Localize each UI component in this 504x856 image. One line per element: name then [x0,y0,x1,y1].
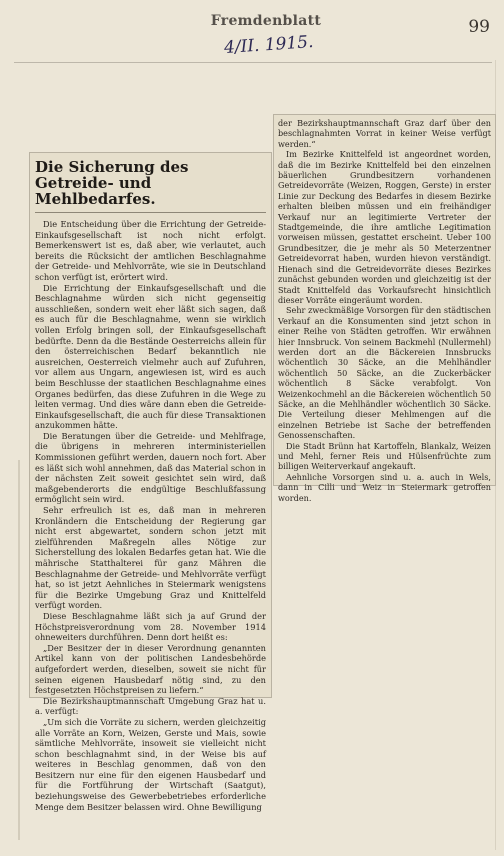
article-paragraph: Die Beratungen über die Getreide- und Mehlfrage, die übrigens in mehreren interministeriellen Kommissionen geführt werden, dauern noch fort. Aber es läßt sich wohl annehmen, daß das Material schon in der nächsten Zeit soweit gesichtet sein wird, daß maßgebenderorts die endgültige Beschlußfassung ermöglicht sein wird. [35,430,266,505]
article-quote-continued: der Bezirkshauptmannschaft Graz darf über den beschlagnahmten Vorrat in keiner Weise verfügt werden.“ [278,118,491,149]
article-paragraph: Die Entscheidung über die Errichtung der Getreide-Einkaufsgesellschaft ist noch nicht erfolgt. Bemerkenswert ist es, daß aber, wie verlautet, auch bereits die Rücksicht der amtlichen Beschlagnahme der Getreide- und Mehlvorräte, wie sie in Deutschland schon verfügt ist, erörtert wird. [35,219,266,282]
article-headline: Die Sicherung des Getreide- und Mehlbedarfes. [35,159,266,213]
article-quote: „Der Besitzer der in dieser Verordnung genannten Artikel kann von der politischen Landesbehörde aufgefordert werden, dieselben, soweit sie nicht für seinen eigenen Hausbedarf nötig sind, zu den festgesetzten Höchstpreisen zu liefern.“ [35,642,266,696]
article-paragraph: Die Stadt Brünn hat Kartoffeln, Blankalz, Weizen und Mehl, ferner Reis und Hülsenfrüchte zum billigen Weiterverkauf angekauft. [278,440,491,472]
article-paragraph: Im Bezirke Knittelfeld ist angeordnet worden, daß die im Bezirke Knittelfeld bei den einzelnen bäuerlichen Grundbesitzern vorhandenen Getreidevorräte (Weizen, Roggen, Gerste) in erster Linie zur Deckung des Bedarfes in diesem Bezirke erhalten bleiben müssen und ein freihändiger Verkauf nur an legitimierte Vertreter der Stadtgemeinde, die ihre amtliche Legitimation vorweisen müssen, gestattet erscheint. Ueber 100 Grundbesitzer, die je mehr als 50 Meterzentner Getreidevorrat haben, wurden hievon verständigt. Hienach sind die Getreidevorräte dieses Bezirkes zunächst gebunden worden und gleichzeitig ist der Stadt Knittelfeld das Vorkaufsrecht hinsichtlich dieser Vorräte eingeräumt worden. [278,149,491,305]
article-paragraph: Diese Beschlagnahme läßt sich ja auf Grund der Höchstpreisverordnung vom 28. November 1914 ohneweiters durchführen. Denn dort heißt es: [35,610,266,643]
article-paragraph: Sehr erfreulich ist es, daß man in mehreren Kronländern die Entscheidung der Regierung gar nicht erst abgewartet, sondern schon jetzt mit zielführenden Maßregeln alles Nötige zur Sicherstellung des lokalen Bedarfes getan hat. Wie die mährische Statthalterei für ganz Mähren die Beschlagnahme der Getreide- und Mehlvorräte verfügt hat, so ist jetzt Aehnliches in Steiermark wenigstens für die Bezirke Umgebung Graz und Knittelfeld verfügt worden. [35,505,266,611]
clipping-left-column [29,152,272,812]
article-paragraph: Aehnliche Vorsorgen sind u. a. auch in Wels, dann in Cilli und Weiz in Steiermark getroffen worden. [278,471,491,503]
header-rule [14,62,492,63]
article-paragraph: Die Bezirkshauptmannschaft Umgebung Graz hat u. a. verfügt: [35,695,266,717]
article-paragraph: Die Errichtung der Einkaufsgesellschaft und die Beschlagnahme würden sich nicht gegenseitig ausschließen, sondern weit eher läßt sich sagen, daß es auch für die Beschlagnahme, wenn sie wirklich vollen Erfolg bringen soll, der Einkaufsgesellschaft bedürfte. Denn da die Bestände Oesterreichs allein für den österreichischen Bedarf bekanntlich nie ausreichen, Oesterreich vielmehr auch auf Zufuhren, vor allem aus Ungarn, angewiesen ist, wird es auch beim Beschlusse der staatlichen Beschlagnahme eines Organes bedürfen, das diese Zufuhren in die Wege zu leiten vermag. Und dies wäre dann eben die Getreide-Einkaufsgesellschaft, die auch für diese Transaktionen anzukommen hätte. [35,282,266,431]
paper-fold [18,460,20,840]
clipping-right-column [273,114,496,503]
handwritten-date: 4/II. 1915. [223,31,315,59]
newspaper-name: Fremdenblatt [210,13,322,29]
article-paragraph: Sehr zweckmäßige Vorsorgen für den städtischen Verkauf an die Konsumenten sind jetzt schon in einer Reihe von Städten getroffen. Wir erwähnen hier Innsbruck. Von seinem Backmehl (Nullermehl) werden dort an die Bäckereien Innsbrucks wöchentlich 30 Säcke, an die Mehlhändler wöchentlich 50 Säcke, an die Zuckerbäcker wöchentlich 8 Säcke verabfolgt. Von Weizenkochmehl an die Bäckereien wöchentlich 50 Säcke, an die Mehlhändler wöchentlich 30 Säcke. Die Verteilung dieser Mehlmengen auf die einzelnen Betriebe ist Sache der betreffenden Genossenschaften. [278,305,491,441]
article-quote: „Um sich die Vorräte zu sichern, werden gleichzeitig alle Vorräte an Korn, Weizen, Gerste und Mais, sowie sämtliche Mehlvorräte, insoweit sie vielleicht nicht schon beschlagnahmt sind, in der Weise bis auf weiteres in Beschlag genommen, daß von den Besitzern nur eine für den eigenen Hausbedarf und für die Fortführung der Wirtschaft (Saatgut), beziehungsweise des Gewerbebetriebes erforderliche Menge dem Besitzer belassen wird. Ohne Bewilligung [35,716,266,812]
page-number: 99 [468,17,490,37]
